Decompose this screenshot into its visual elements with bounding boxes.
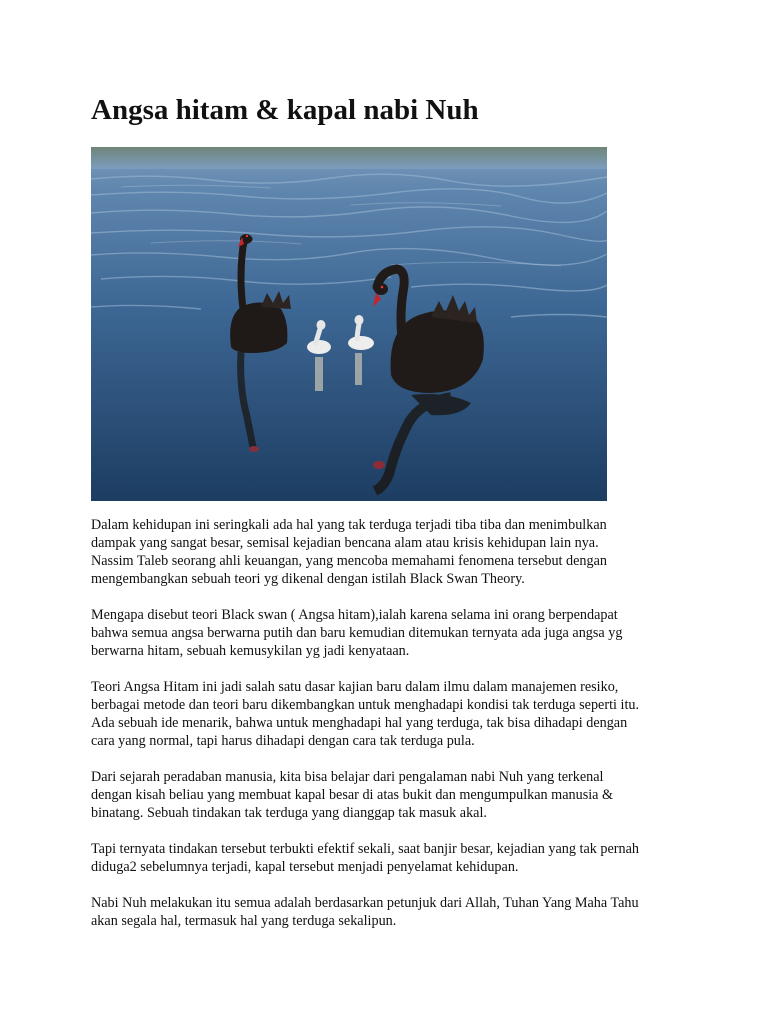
- text-line: berwarna hitam, sebuah kemusykilan yg jadi kenyataan.: [91, 643, 410, 659]
- swans-illustration: [91, 147, 607, 501]
- water-surface: [91, 147, 607, 501]
- paragraph: [91, 768, 691, 822]
- text-line: Nabi Nuh melakukan itu semua adalah berdasarkan petunjuk dari Allah, Tuhan Yang Maha Tahu: [91, 895, 639, 911]
- text-line: Ada sebuah ide menarik, bahwa untuk menghadapi hal yang terduga, tak bisa dihadapi dengan: [91, 715, 628, 731]
- text-line: Dalam kehidupan ini seringkali ada hal yang tak terduga terjadi tiba tiba dan menimbulkan: [91, 517, 607, 533]
- text-line: dampak yang sangat besar, semisal kejadian bencana alam atau krisis kehidupan lain nya.: [91, 535, 599, 551]
- text-line: Mengapa disebut teori Black swan ( Angsa hitam),ialah karena selama ini orang berpendapat: [91, 607, 618, 623]
- text-line: binatang. Sebuah tindakan tak terduga yang dianggap tak masuk akal.: [91, 805, 487, 821]
- black-swans-photo: [91, 147, 607, 501]
- text-line: mengembangkan sebuah teori yg dikenal dengan istilah Black Swan Theory.: [91, 571, 525, 587]
- text-line: bahwa semua angsa berwarna putih dan baru kemudian ditemukan ternyata ada juga angsa yg: [91, 625, 623, 641]
- paragraph: [91, 606, 691, 660]
- paragraph: [91, 840, 691, 876]
- text-line: dengan kisah beliau yang membuat kapal besar di atas bukit dan mengumpulkan manusia &: [91, 787, 614, 803]
- distant-shore-reflection: [91, 147, 607, 169]
- text-line: diduga2 sebelumnya terjadi, kapal tersebut menjadi penyelamat kehidupan.: [91, 859, 519, 875]
- text-line: Teori Angsa Hitam ini jadi salah satu dasar kajian baru dalam ilmu dalam manajemen resiko,: [91, 679, 619, 695]
- paragraph: [91, 678, 691, 750]
- text-line: Dari sejarah peradaban manusia, kita bisa belajar dari pengalaman nabi Nuh yang terkenal: [91, 769, 604, 785]
- text-line: cara yang normal, tapi harus dihadapi dengan cara tak terduga pula.: [91, 733, 475, 749]
- text-line: Tapi ternyata tindakan tersebut terbukti efektif sekali, saat banjir besar, kejadian yang tak pernah: [91, 841, 639, 857]
- text-line: Nassim Taleb seorang ahli keuangan, yang mencoba memahami fenomena tersebut dengan: [91, 553, 608, 569]
- article-body: [91, 516, 691, 948]
- text-line: akan segala hal, termasuk hal yang terduga sekalipun.: [91, 913, 397, 929]
- paragraph: [91, 894, 691, 930]
- paragraph: [91, 516, 691, 588]
- text-line: berbagai metode dan teori baru dikembangkan untuk menghadapi kondisi tak terduga seperti itu.: [91, 697, 640, 713]
- page-title: Angsa hitam & kapal nabi Nuh: [91, 94, 479, 126]
